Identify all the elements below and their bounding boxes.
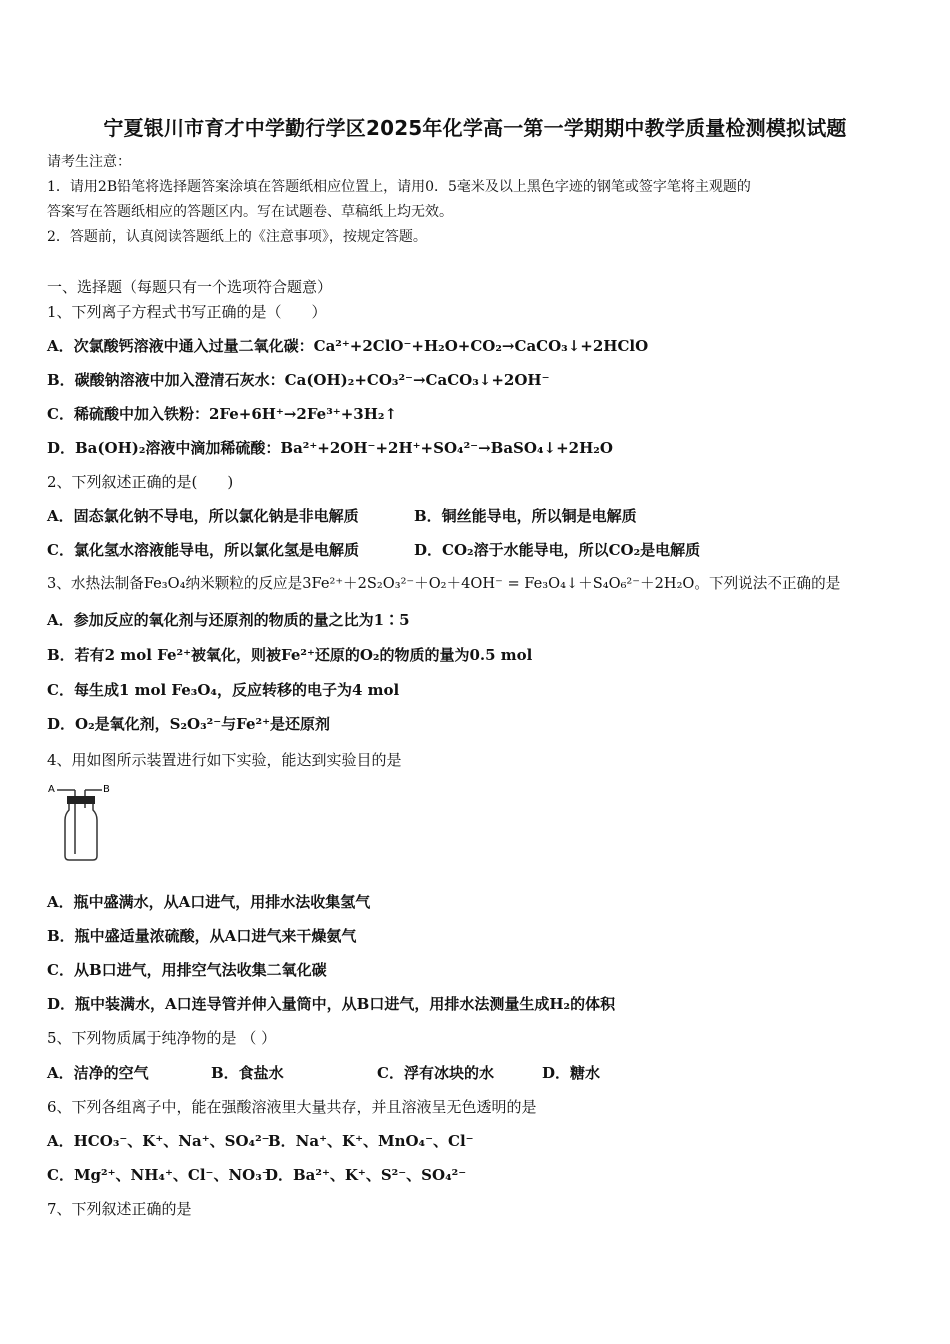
q3-option-c: C．每生成1 mol Fe₃O₄，反应转移的电子为4 mol <box>47 681 400 699</box>
section-heading: 一、选择题（每题只有一个选项符合题意） <box>47 278 333 296</box>
q2-option-b: B．铜丝能导电，所以铜是电解质 <box>414 507 637 525</box>
q4-option-a: A．瓶中盛满水，从A口进气，用排水法收集氢气 <box>47 893 371 911</box>
port-b-label: B <box>103 784 110 795</box>
q5-option-b: B．食盐水 <box>211 1064 284 1082</box>
notice-line-1b: 答案写在答题纸相应的答题区内。写在试题卷、草稿纸上均无效。 <box>47 204 453 220</box>
port-a-label: A <box>48 784 55 795</box>
q4-option-c: C．从B口进气，用排空气法收集二氧化碳 <box>47 961 327 979</box>
q6-option-c: C．Mg²⁺、NH₄⁺、Cl⁻、NO₃⁻ <box>47 1166 270 1184</box>
q2-option-d: D．CO₂溶于水能导电，所以CO₂是电解质 <box>414 541 701 559</box>
q2-stem: 2、下列叙述正确的是( ) <box>47 473 234 491</box>
q5-stem: 5、下列物质属于纯净物的是 （ ） <box>47 1029 277 1047</box>
q6-option-d: D．Ba²⁺、K⁺、S²⁻、SO₄²⁻ <box>265 1166 467 1184</box>
q3-stem: 3、水热法制备Fe₃O₄纳米颗粒的反应是3Fe²⁺＋2S₂O₃²⁻＋O₂＋4OH⁻ = Fe₃O₄↓＋S₄O₆²⁻＋2H₂O。下列说法不正确的是 <box>47 575 841 592</box>
q3-option-d: D．O₂是氧化剂，S₂O₃²⁻与Fe²⁺是还原剂 <box>47 715 331 733</box>
q7-stem: 7、下列叙述正确的是 <box>47 1200 192 1218</box>
notice-heading: 请考生注意： <box>47 154 131 170</box>
q6-option-b: B．Na⁺、K⁺、MnO₄⁻、Cl⁻ <box>268 1132 474 1150</box>
q4-option-d: D．瓶中装满水，A口连导管并伸入量筒中，从B口进气，用排水法测量生成H₂的体积 <box>47 995 616 1013</box>
q1-option-a: A．次氯酸钙溶液中通入过量二氧化碳：Ca²⁺+2ClO⁻+H₂O+CO₂→CaCO₃↓+2HClO <box>47 337 649 355</box>
q3-option-a: A．参加反应的氧化剂与还原剂的物质的量之比为1∶5 <box>47 611 410 629</box>
notice-line-1a: 1．请用2B铅笔将选择题答案涂填在答题纸相应位置上，请用0．5毫米及以上黑色字迹的钢笔或签字笔将主观题的 <box>47 179 751 195</box>
q5-option-c: C．浮有冰块的水 <box>377 1064 494 1082</box>
q1-option-c: C．稀硫酸中加入铁粉：2Fe+6H⁺→2Fe³⁺+3H₂↑ <box>47 405 398 423</box>
gas-bottle-diagram <box>47 780 127 868</box>
q1-option-d: D．Ba(OH)₂溶液中滴加稀硫酸：Ba²⁺+2OH⁻+2H⁺+SO₄²⁻→BaSO₄↓+2H₂O <box>47 439 613 457</box>
q2-option-a: A．固态氯化钠不导电，所以氯化钠是非电解质 <box>47 507 359 525</box>
q4-stem: 4、用如图所示装置进行如下实验，能达到实验目的是 <box>47 751 402 769</box>
q1-option-b: B．碳酸钠溶液中加入澄清石灰水：Ca(OH)₂+CO₃²⁻→CaCO₃↓+2OH⁻ <box>47 371 550 389</box>
exam-title: 宁夏银川市育才中学勤行学区2025年化学高一第一学期期中教学质量检测模拟试题 <box>103 116 847 140</box>
q2-option-c: C．氯化氢水溶液能导电，所以氯化氢是电解质 <box>47 541 359 559</box>
q1-stem: 1、下列离子方程式书写正确的是（ ） <box>47 303 327 321</box>
q5-option-d: D．糖水 <box>542 1064 601 1082</box>
q6-option-a: A．HCO₃⁻、K⁺、Na⁺、SO₄²⁻ <box>47 1132 270 1150</box>
q6-stem: 6、下列各组离子中，能在强酸溶液里大量共存，并且溶液呈无色透明的是 <box>47 1098 537 1116</box>
notice-line-2: 2．答题前，认真阅读答题纸上的《注意事项》，按规定答题。 <box>47 229 427 245</box>
q4-option-b: B．瓶中盛适量浓硫酸，从A口进气来干燥氨气 <box>47 927 357 945</box>
q5-option-a: A．洁净的空气 <box>47 1064 149 1082</box>
q3-option-b: B．若有2 mol Fe²⁺被氧化，则被Fe²⁺还原的O₂的物质的量为0.5 mol <box>47 646 533 664</box>
